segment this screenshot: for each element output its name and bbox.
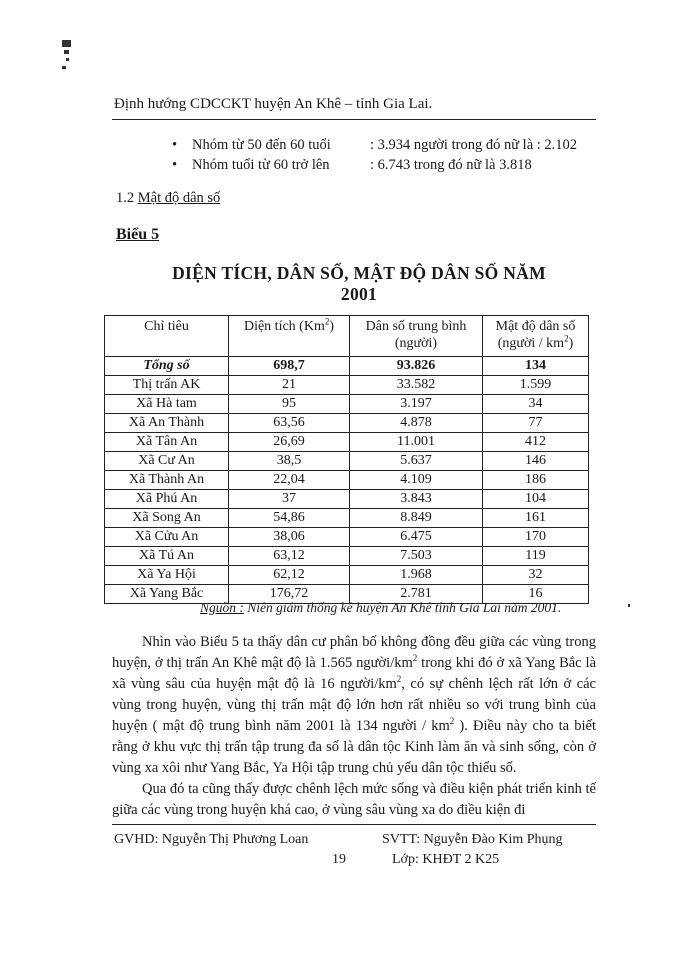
cell-density: 32 — [483, 566, 589, 585]
cell-name: Xã Yang Bắc — [105, 585, 229, 604]
header-area: Diện tích (Km$^2$) — [229, 316, 350, 357]
cell-area: 95 — [229, 395, 350, 414]
cell-density: 119 — [483, 547, 589, 566]
bullet-icon: • — [172, 157, 178, 173]
cell-name: Xã Tú An — [105, 547, 229, 566]
data-table — [104, 315, 589, 604]
cell-name: Xã Cư An — [105, 452, 229, 471]
cell-population: 3.197 — [350, 395, 483, 414]
cell-density: 161 — [483, 509, 589, 528]
cell-area: 62,12 — [229, 566, 350, 585]
footer-class: Lớp: KHĐT 2 K25 — [392, 852, 500, 867]
cell-name: Xã Hà tam — [105, 395, 229, 414]
page-header: Định hướng CDCCKT huyện An Khê – tỉnh Gia Lai. — [114, 96, 433, 112]
cell-density: 77 — [483, 414, 589, 433]
scan-speck — [64, 50, 69, 54]
table-row — [105, 376, 589, 395]
cell-area: 63,12 — [229, 547, 350, 566]
cell-density: 412 — [483, 433, 589, 452]
cell-area: 54,86 — [229, 509, 350, 528]
footer-divider — [112, 824, 596, 825]
source-label: Nguồn : — [200, 600, 244, 615]
table-label: Biểu 5 — [116, 226, 160, 243]
cell-area: 37 — [229, 490, 350, 509]
table-source — [200, 600, 561, 616]
bullet-value: : 3.934 người trong đó nữ là : 2.102 — [370, 137, 578, 153]
section-heading — [116, 190, 220, 207]
table-row — [105, 471, 589, 490]
cell-area: 63,56 — [229, 414, 350, 433]
cell-name: Xã Ya Hội — [105, 566, 229, 585]
table-total-row — [105, 357, 589, 376]
cell-density: 1.599 — [483, 376, 589, 395]
bullet-item — [172, 137, 577, 154]
cell-name: Tổng số — [105, 357, 229, 376]
cell-name: Xã Tân An — [105, 433, 229, 452]
cell-area: 26,69 — [229, 433, 350, 452]
cell-name: Thị trấn AK — [105, 376, 229, 395]
cell-area: 21 — [229, 376, 350, 395]
footer-student: SVTT: Nguyễn Đào Kim Phụng — [382, 832, 563, 847]
table-row — [105, 452, 589, 471]
cell-area: 38,06 — [229, 528, 350, 547]
cell-density: 16 — [483, 585, 589, 604]
scan-speck — [66, 58, 69, 61]
table-header-row — [105, 316, 589, 357]
cell-population: 2.781 — [350, 585, 483, 604]
cell-population: 7.503 — [350, 547, 483, 566]
header-indicator: Chỉ tiêu — [105, 316, 229, 357]
body-paragraph: Nhìn vào Biểu 5 ta thấy dân cư phân bố không đồng đều giữa các vùng trong huyện, ở thị trấn An Khê mật độ là 1.565 người/$km^2$ trong khi đó ở xã Yang Bắc là xã vùng sâu của huyện mật độ là 16 người/$km^2$, có sự chênh lệch rất lớn ở các vùng trong huyện, vùng thị trấn mật độ lớn hơn rất nhiều so với trung bình của huyện ( mật độ trung bình năm 2001 là 134 người / $km^2$ ). Điều này cho ta biết rằng ở khu vực thị trấn tập trung đa số là dân tộc Kinh làm ăn và sinh sống, còn ở vùng xa xôi như Yang Bắc, Ya Hội tập trung chủ yếu dân tộc thiểu số. — [112, 634, 596, 776]
cell-area: 698,7 — [229, 357, 350, 376]
cell-name: Xã Phú An — [105, 490, 229, 509]
table-title: DIỆN TÍCH, DÂN SỐ, MẬT ĐỘ DÂN SỐ NĂM 2001 — [172, 263, 546, 304]
table-row — [105, 414, 589, 433]
cell-area: 22,04 — [229, 471, 350, 490]
bullet-label: Nhóm từ 50 đến 60 tuổi — [192, 137, 331, 153]
cell-density: 134 — [483, 357, 589, 376]
bullet-icon: • — [172, 137, 178, 153]
table-row — [105, 395, 589, 414]
table-row — [105, 528, 589, 547]
cell-area: 38,5 — [229, 452, 350, 471]
cell-density: 186 — [483, 471, 589, 490]
cell-population: 4.109 — [350, 471, 483, 490]
cell-population: 33.582 — [350, 376, 483, 395]
section-number: 1.2 — [116, 190, 138, 206]
header-divider — [112, 119, 596, 120]
scan-speck — [62, 40, 71, 47]
header-density: Mật độ dân số (người / $km^2$) — [483, 316, 589, 357]
cell-name: Xã An Thành — [105, 414, 229, 433]
table-row — [105, 433, 589, 452]
table-row — [105, 490, 589, 509]
header-population: Dân số trung bình (người) — [350, 316, 483, 357]
cell-population: 5.637 — [350, 452, 483, 471]
table-row — [105, 509, 589, 528]
cell-population: 8.849 — [350, 509, 483, 528]
cell-population: 3.843 — [350, 490, 483, 509]
cell-population: 11.001 — [350, 433, 483, 452]
section-title: Mật độ dân số — [137, 190, 221, 206]
cell-density: 34 — [483, 395, 589, 414]
cell-density: 170 — [483, 528, 589, 547]
source-text: Niên giám thống kê huyện An Khê tỉnh Gia Lai năm 2001. — [243, 600, 562, 615]
bullet-label: Nhóm tuổi từ 60 trở lên — [192, 157, 330, 173]
cell-population: 6.475 — [350, 528, 483, 547]
cell-name: Xã Song An — [105, 509, 229, 528]
cell-population: 1.968 — [350, 566, 483, 585]
table-row — [105, 566, 589, 585]
table-row — [105, 547, 589, 566]
bullet-value: : 6.743 trong đó nữ là 3.818 — [370, 157, 532, 173]
cell-density: 146 — [483, 452, 589, 471]
cell-name: Xã Thành An — [105, 471, 229, 490]
cell-area: 176,72 — [229, 585, 350, 604]
scan-speck — [628, 604, 630, 607]
cell-density: 104 — [483, 490, 589, 509]
page-number: 19 — [332, 852, 346, 867]
cell-name: Xã Cửu An — [105, 528, 229, 547]
body-paragraph: Qua đó ta cũng thấy được chênh lệch mức sống và điều kiện phát triển kinh tế giữa các vùng trong huyện khá cao, ở vùng sâu vùng xa do điều kiện đi — [112, 781, 596, 818]
cell-population: 4.878 — [350, 414, 483, 433]
scan-speck — [62, 66, 66, 69]
cell-population: 93.826 — [350, 357, 483, 376]
footer-advisor: GVHD: Nguyễn Thị Phương Loan — [114, 832, 309, 847]
bullet-item — [172, 157, 532, 174]
